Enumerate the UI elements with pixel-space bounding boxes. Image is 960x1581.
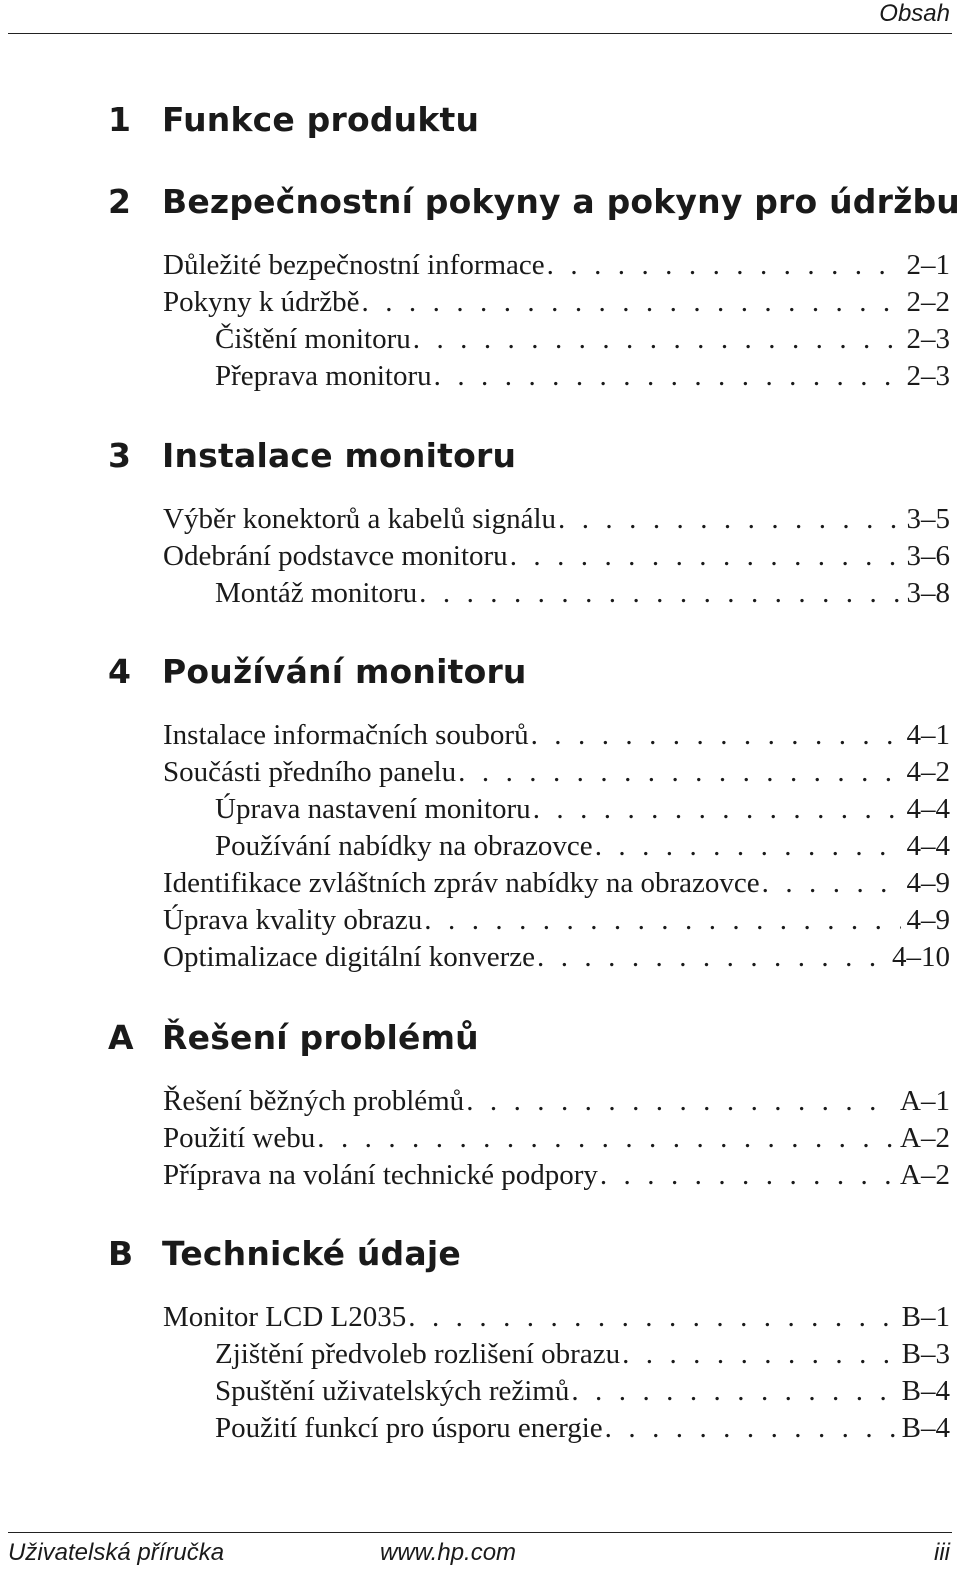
toc-entry-title: Pokyny k údržbě — [163, 286, 360, 318]
toc-entry-title: Zjištění předvoleb rozlišení obrazu — [215, 1338, 621, 1370]
toc-entry[interactable] — [163, 1121, 950, 1155]
chapter-number: 3 — [108, 436, 132, 475]
toc-entry-page: 2–1 — [906, 249, 950, 281]
toc-entry[interactable] — [163, 502, 950, 536]
toc-entry-title: Úprava nastavení monitoru — [215, 793, 531, 825]
chapter-heading-b — [108, 1234, 461, 1274]
toc-entry[interactable] — [163, 940, 950, 974]
toc-entry[interactable] — [215, 792, 950, 826]
chapter-title: Používání monitoru — [162, 652, 527, 691]
toc-entry[interactable] — [215, 1411, 950, 1445]
dot-leader — [529, 718, 901, 752]
dot-leader — [593, 829, 901, 863]
toc-entry[interactable] — [215, 359, 950, 393]
toc-entry[interactable] — [163, 539, 950, 573]
footer-manual-title: Uživatelská příručka — [8, 1539, 225, 1566]
chapter-heading-1 — [108, 100, 479, 140]
toc-entry-title: Použití webu — [163, 1122, 316, 1154]
toc-entry[interactable] — [163, 285, 950, 319]
toc-entry-title: Řešení běžných problémů — [163, 1085, 465, 1117]
toc-entry-page: 4–4 — [906, 793, 950, 825]
dot-leader — [545, 248, 901, 282]
header-label: Obsah — [879, 0, 950, 27]
toc-entry[interactable] — [215, 1337, 950, 1371]
chapter-title: Technické údaje — [162, 1234, 461, 1273]
dot-leader — [535, 940, 886, 974]
dot-leader — [760, 866, 901, 900]
dot-leader — [569, 1374, 895, 1408]
toc-entry-page: 4–1 — [906, 719, 950, 751]
dot-leader — [508, 539, 901, 573]
toc-entry-title: Spuštění uživatelských režimů — [215, 1375, 570, 1407]
toc-entry[interactable] — [215, 1374, 950, 1408]
toc-entry[interactable] — [215, 829, 950, 863]
dot-leader — [315, 1121, 894, 1155]
dot-leader — [603, 1411, 896, 1445]
toc-entry-title: Optimalizace digitální konverze — [163, 941, 536, 973]
toc-entry-title: Výběr konektorů a kabelů signálu — [163, 503, 557, 535]
toc-entry-title: Identifikace zvláštních zpráv nabídky na obrazovce — [163, 867, 760, 899]
toc-entry[interactable] — [163, 1084, 950, 1118]
toc-entry-title: Čištění monitoru — [215, 323, 411, 355]
dot-leader — [598, 1158, 894, 1192]
dot-leader — [417, 576, 900, 610]
toc-entry-page: 2–3 — [906, 323, 950, 355]
toc-entry-page: 4–4 — [906, 830, 950, 862]
toc-entry-page: B–3 — [901, 1338, 950, 1370]
chapter-title: Instalace monitoru — [162, 436, 517, 475]
footer-page-number: iii — [934, 1539, 950, 1566]
chapter-title: Funkce produktu — [162, 100, 480, 139]
toc-entry[interactable] — [163, 755, 950, 789]
chapter-title: Řešení problémů — [162, 1018, 479, 1057]
page-footer — [8, 1537, 950, 1569]
footer-rule — [8, 1532, 952, 1533]
chapter-title: Bezpečnostní pokyny a pokyny pro údržbu — [162, 182, 960, 221]
chapter-number: 1 — [108, 100, 132, 139]
toc-entry-title: Součásti předního panelu — [163, 756, 457, 788]
chapter-heading-4 — [108, 652, 527, 692]
toc-entry-title: Přeprava monitoru — [215, 360, 432, 392]
chapter-number: A — [108, 1018, 134, 1057]
toc-entry[interactable] — [163, 718, 950, 752]
toc-entry-page: 2–3 — [906, 360, 950, 392]
toc-entry-title: Používání nabídky na obrazovce — [215, 830, 593, 862]
toc-entry-page: A–2 — [900, 1122, 950, 1154]
toc-entry-title: Použití funkcí pro úsporu energie — [215, 1412, 603, 1444]
toc-entry-page: B–4 — [901, 1375, 950, 1407]
dot-leader — [456, 755, 900, 789]
toc-entry[interactable] — [215, 322, 950, 356]
toc-entry-page: A–2 — [900, 1159, 950, 1191]
chapter-heading-a — [108, 1018, 479, 1058]
toc-entry-page: B–1 — [901, 1301, 950, 1333]
dot-leader — [464, 1084, 894, 1118]
toc-entry-page: B–4 — [901, 1412, 950, 1444]
toc-entry-page: 4–10 — [892, 941, 950, 973]
toc-entry-page: 2–2 — [906, 286, 950, 318]
dot-leader — [422, 903, 900, 937]
toc-entry-page: 4–9 — [906, 867, 950, 899]
chapter-heading-2 — [108, 182, 960, 222]
toc-entry-page: 3–5 — [906, 503, 950, 535]
dot-leader — [360, 285, 901, 319]
dot-leader — [620, 1337, 896, 1371]
dot-leader — [411, 322, 901, 356]
toc-entry-title: Odebrání podstavce monitoru — [163, 540, 508, 572]
dot-leader — [406, 1300, 895, 1334]
toc-entry-page: 3–6 — [906, 540, 950, 572]
toc-entry-title: Montáž monitoru — [215, 577, 418, 609]
toc-entry[interactable] — [163, 903, 950, 937]
toc-entry[interactable] — [163, 1158, 950, 1192]
dot-leader — [432, 359, 901, 393]
dot-leader — [556, 502, 900, 536]
toc-entry-title: Úprava kvality obrazu — [163, 904, 423, 936]
chapter-heading-3 — [108, 436, 516, 476]
toc-entry[interactable] — [215, 576, 950, 610]
chapter-number: 2 — [108, 182, 132, 221]
footer-website-link[interactable]: www.hp.com — [380, 1539, 517, 1566]
toc-entry-page: 3–8 — [906, 577, 950, 609]
chapter-number: 4 — [108, 652, 132, 691]
toc-entry-page: A–1 — [900, 1085, 950, 1117]
toc-entry-page: 4–2 — [906, 756, 950, 788]
toc-entry-page: 4–9 — [906, 904, 950, 936]
toc-entry-title: Instalace informačních souborů — [163, 719, 529, 751]
toc-entry-title: Monitor LCD L2035 — [163, 1301, 407, 1333]
toc-entry[interactable] — [163, 1300, 950, 1334]
toc-entry-title: Příprava na volání technické podpory — [163, 1159, 598, 1191]
dot-leader — [531, 792, 901, 826]
toc-entry[interactable] — [163, 866, 950, 900]
toc-entry-title: Důležité bezpečnostní informace — [163, 249, 545, 281]
toc-entry[interactable] — [163, 248, 950, 282]
chapter-number: B — [108, 1234, 134, 1273]
